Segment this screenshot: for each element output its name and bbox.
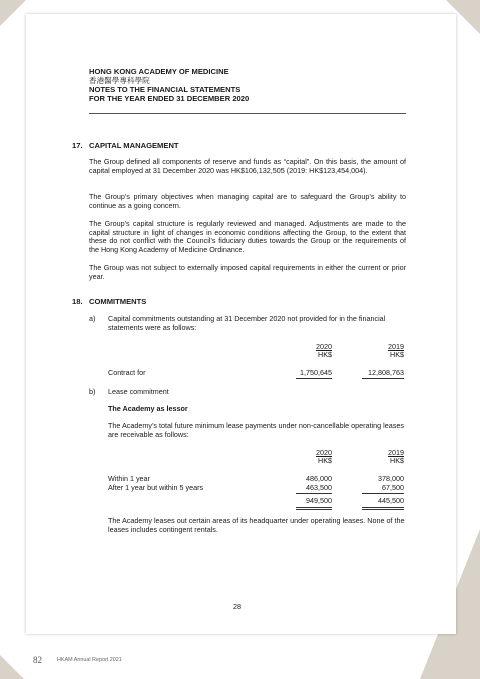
- table-b-total-double-rule-2020-top: [296, 507, 332, 508]
- table-b-row-1-label: Within 1 year: [108, 474, 150, 483]
- table-a-unit-2020: HK$: [318, 350, 332, 359]
- table-b-total-double-rule-2019-top: [362, 507, 404, 508]
- section-17-title: CAPITAL MANAGEMENT: [89, 141, 179, 150]
- item-b-text: The Academy’s total future minimum lease payments under non-cancellable operating leases are receivable as follows:: [108, 421, 404, 439]
- report-footer-title: HKAM Annual Report 2021: [57, 657, 122, 663]
- table-b-year-2019: 2019: [388, 448, 404, 457]
- section-17-paragraph-4: The Group was not subject to externally imposed capital requirements in either the current or prior year.: [89, 263, 406, 281]
- item-a-text: Capital commitments outstanding at 31 December 2020 not provided for in the financial statements were as follows:: [108, 314, 386, 332]
- table-a-unit-2019: HK$: [390, 350, 404, 359]
- document-header: [89, 67, 249, 103]
- table-b-row-2-value-2019: 67,500: [382, 483, 404, 492]
- table-b-row-2-value-2020: 463,500: [306, 483, 332, 492]
- table-a-underline-2020: [296, 378, 332, 379]
- section-18-title: COMMITMENTS: [89, 297, 147, 306]
- item-b-label: b): [89, 387, 96, 396]
- table-a-year-2020: 2020: [316, 342, 332, 351]
- header-org-chinese: 香港醫學專科學院: [89, 76, 150, 85]
- table-b-total-2019: 445,500: [378, 496, 404, 505]
- table-a-value-2019: 12,808,763: [368, 368, 404, 377]
- report-page-number: 82: [33, 655, 42, 665]
- item-a-label: a): [89, 314, 96, 323]
- item-b-note: The Academy leases out certain areas of its headquarter under operating leases. None of the leases includes contingent rentals.: [108, 516, 405, 534]
- table-b-row-1-value-2019: 378,000: [378, 474, 404, 483]
- corner-decoration-top-left: [0, 0, 26, 26]
- section-17-paragraph-2: The Group’s primary objectives when managing capital are to safeguard the Group’s ability to continue as a going concern.: [89, 192, 406, 210]
- header-doc-title: NOTES TO THE FINANCIAL STATEMENTS: [89, 85, 241, 94]
- table-b-unit-2020: HK$: [318, 456, 332, 465]
- table-b-unit-2019: HK$: [390, 456, 404, 465]
- section-18-number: 18.: [72, 297, 83, 306]
- table-b-subtotal-rule-2019: [362, 493, 404, 494]
- section-17-paragraph-3: The Group’s capital structure is regularly reviewed and managed. Adjustments are made to the capital structure in light of changes in economic conditions affecting the Group, to the extent that these do not conflict with the Council’s fiduciary duties towards the Group or the requirements of the Hong Kong Academy of Medicine Ordinance.: [89, 219, 406, 254]
- corner-decoration-bottom-left: [0, 655, 24, 679]
- statement-page-number: 28: [233, 602, 241, 611]
- header-period: FOR THE YEAR ENDED 31 DECEMBER 2020: [89, 94, 250, 103]
- table-b-total-2020: 949,500: [306, 496, 332, 505]
- table-b-row-1-value-2020: 486,000: [306, 474, 332, 483]
- table-b-subtotal-rule-2020: [296, 493, 332, 494]
- item-b-title: Lease commitment: [108, 387, 169, 396]
- item-b-subtitle: The Academy as lessor: [108, 404, 188, 413]
- table-a-row-label: Contract for: [108, 368, 146, 377]
- table-b-total-double-rule-2019-bottom: [362, 509, 404, 510]
- table-a-year-2019: 2019: [388, 342, 404, 351]
- table-b-row-2-label: After 1 year but within 5 years: [108, 483, 204, 492]
- section-17-paragraph-1: The Group defined all components of reserve and funds as “capital”. On this basis, the amount of capital employed at 31 December 2020 was HK$106,132,505 (2019: HK$123,454,004).: [89, 157, 406, 175]
- table-a-value-2020: 1,750,645: [300, 368, 332, 377]
- table-b-year-2020: 2020: [316, 448, 332, 457]
- header-divider: [89, 113, 406, 114]
- table-a-underline-2019: [362, 378, 404, 379]
- section-17-number: 17.: [72, 141, 83, 150]
- header-org: HONG KONG ACADEMY OF MEDICINE: [89, 67, 229, 76]
- table-b-total-double-rule-2020-bottom: [296, 509, 332, 510]
